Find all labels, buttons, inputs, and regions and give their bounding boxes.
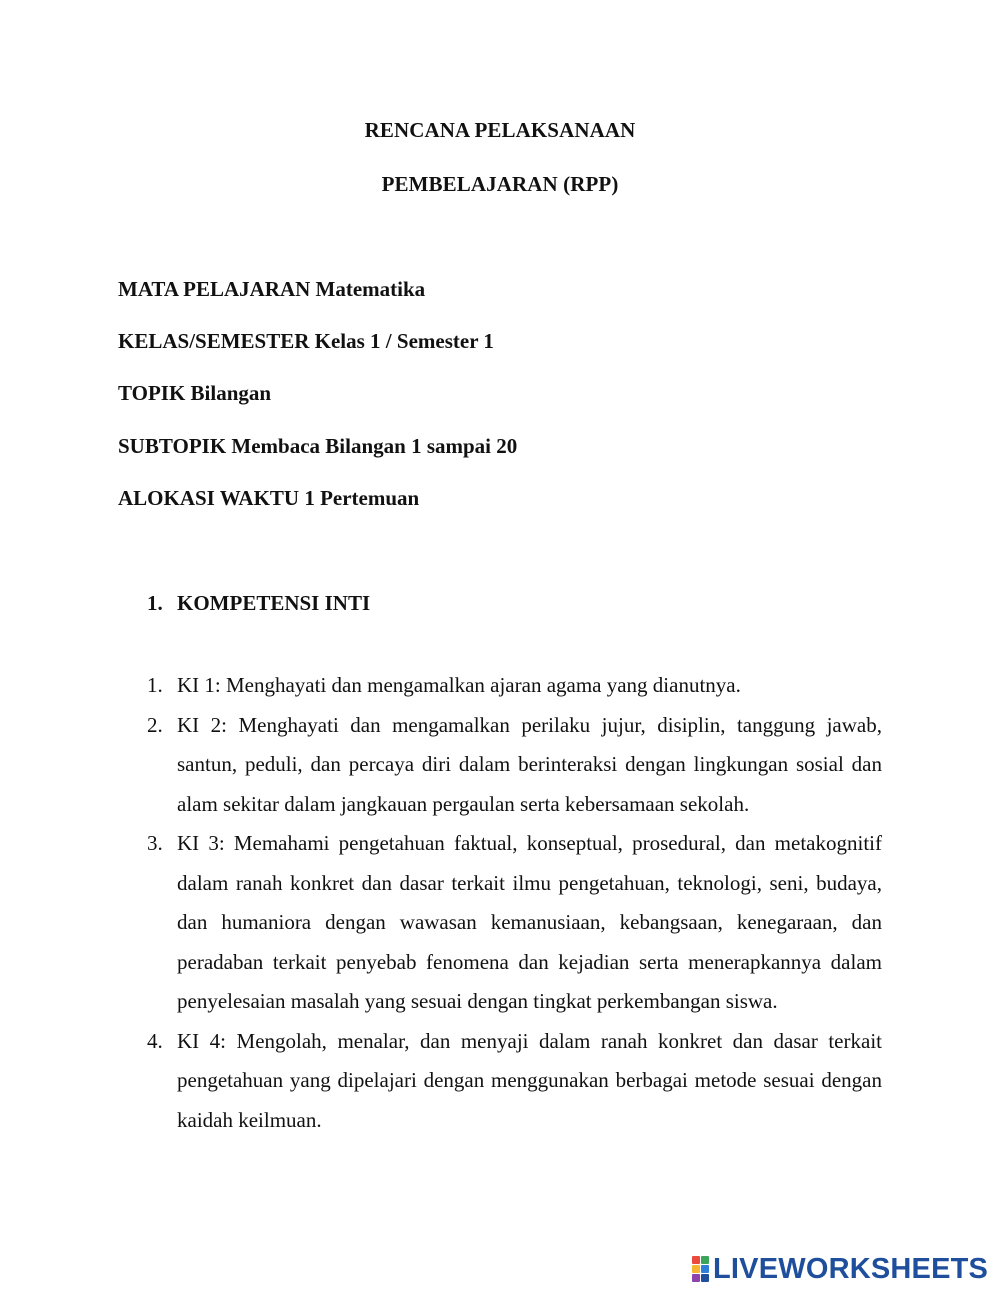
- ki-item-number: 1.: [147, 673, 163, 697]
- ki-item-text: KI 3: Memahami pengetahuan faktual, konseptual, prosedural, dan metakognitif dalam ranah konkret dan dasar terkait ilmu pengetahuan, teknologi, seni, budaya, dan humaniora dengan wawasan kemanusiaan, kebangsaan, kenegaraan, dan peradaban terkait penyebab fenomena dan kejadian serta menerapkannya dalam penyelesaian masalah yang sesuai dengan tingkat perkembangan siswa.: [177, 831, 882, 1013]
- section-number: 1.: [147, 591, 163, 615]
- liveworksheets-logo-icon: [692, 1256, 709, 1282]
- ki-item-text: KI 1: Menghayati dan mengamalkan ajaran agama yang dianutnya.: [177, 673, 741, 697]
- meta-topic: TOPIK Bilangan: [118, 381, 272, 405]
- meta-time-allocation: ALOKASI WAKTU 1 Pertemuan: [118, 486, 420, 510]
- ki-item: [147, 666, 882, 706]
- watermark-text: LIVEWORKSHEETS: [713, 1252, 989, 1285]
- ki-item-number: 3.: [147, 831, 163, 855]
- liveworksheets-watermark: [692, 1252, 988, 1286]
- ki-item-text: KI 4: Mengolah, menalar, dan menyaji dalam ranah konkret dan dasar terkait pengetahuan yang dipelajari dengan menggunakan berbagai metode sesuai dengan kaidah keilmuan.: [177, 1028, 882, 1132]
- ki-item: [147, 706, 882, 825]
- section-heading: [147, 591, 370, 616]
- ki-item-text: KI 2: Menghayati dan mengamalkan perilaku jujur, disiplin, tanggung jawab, santun, peduli, dan percaya diri dalam berinteraksi dengan lingkungan sosial dan alam sekitar dalam jangkauan pergaulan serta kebersamaan sekolah.: [177, 712, 882, 816]
- meta-subject: MATA PELAJARAN Matematika: [118, 277, 426, 301]
- ki-item: [147, 1022, 882, 1141]
- document-title-line-2: PEMBELAJARAN (RPP): [381, 172, 619, 196]
- meta-subtopic: SUBTOPIK Membaca Bilangan 1 sampai 20: [118, 434, 518, 458]
- section-title: KOMPETENSI INTI: [177, 591, 371, 615]
- ki-item-number: 2.: [147, 712, 163, 737]
- meta-class-semester: KELAS/SEMESTER Kelas 1 / Semester 1: [118, 329, 494, 353]
- document-title-line-1: RENCANA PELAKSANAAN: [364, 118, 636, 142]
- ki-item-number: 4.: [147, 1028, 163, 1053]
- ki-item: [147, 824, 882, 1022]
- ki-list: [147, 666, 882, 1140]
